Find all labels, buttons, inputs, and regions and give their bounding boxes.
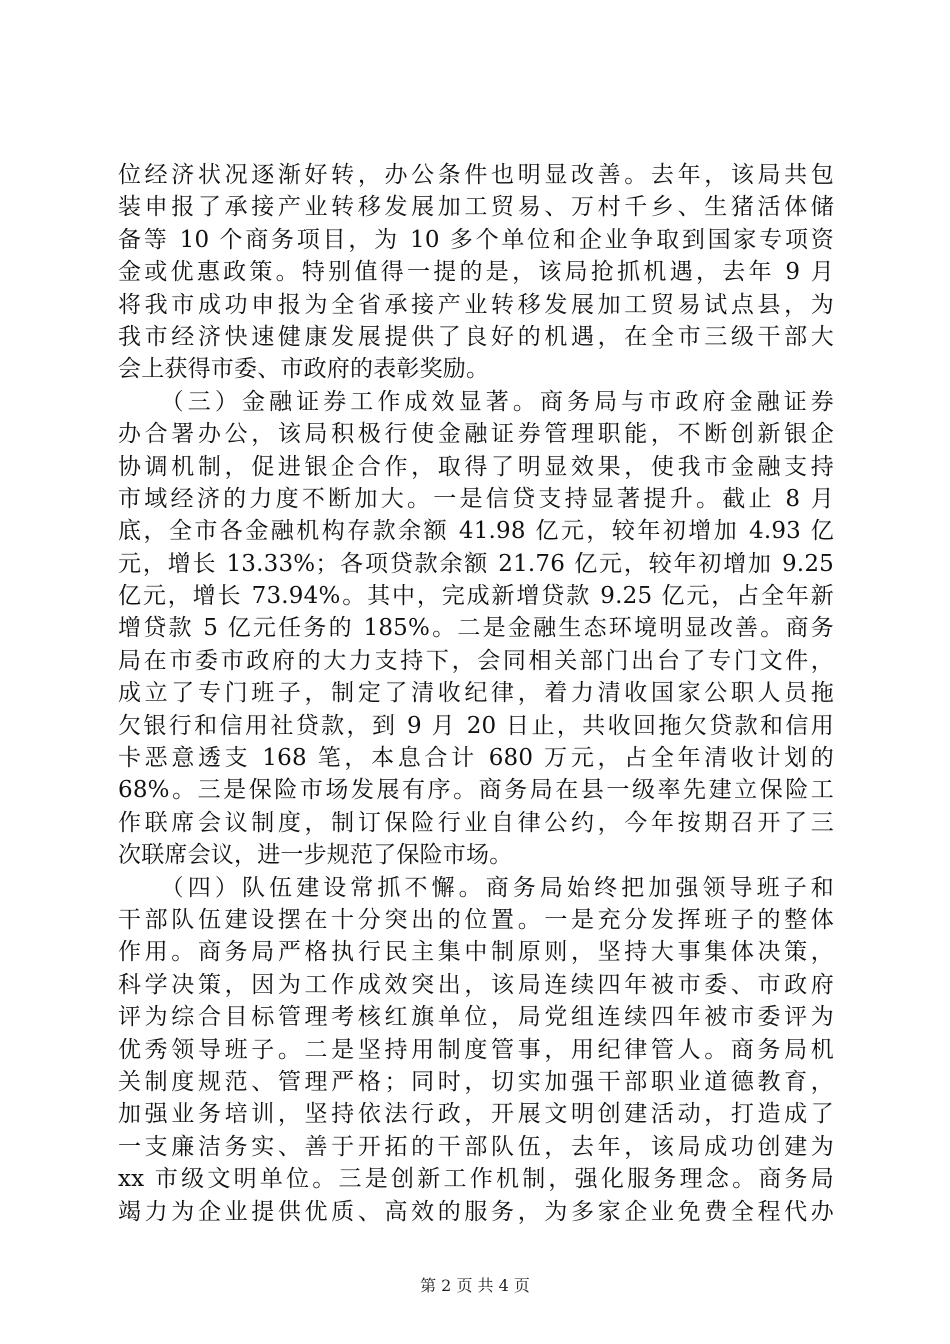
text-line: （四）队伍建设常抓不懈。商务局始终把加强领导班子和 <box>118 874 834 901</box>
text-line: 办合署办公，该局积极行使金融证券管理职能，不断创新银企 <box>118 421 834 448</box>
page-number-footer: 第 2 页 共 4 页 <box>420 1276 530 1295</box>
text-line: 一支廉洁务实、善于开拓的干部队伍，去年，该局成功创建为 <box>118 1133 834 1160</box>
text-line: 作联席会议制度，制订保险行业自律公约，今年按期召开了三 <box>118 809 834 836</box>
text-line: 协调机制，促进银企合作，取得了明显效果，使我市金融支持 <box>118 453 834 480</box>
text-line: （三）金融证券工作成效显著。商务局与市政府金融证券 <box>118 388 834 415</box>
text-line: 次联席会议，进一步规范了保险市场。 <box>118 842 513 869</box>
text-line: 金或优惠政策。特别值得一提的是，该局抢抓机遇，去年 9 月 <box>118 259 834 286</box>
text-line: 作用。商务局严格执行民主集中制原则，坚持大事集体决策， <box>118 939 834 966</box>
text-line: 我市经济快速健康发展提供了良好的机遇，在全市三级干部大 <box>118 323 834 350</box>
text-line: 科学决策，因为工作成效突出，该局连续四年被市委、市政府 <box>118 971 834 998</box>
text-line: 位经济状况逐渐好转，办公条件也明显改善。去年，该局共包 <box>118 162 834 188</box>
text-line: 会上获得市委、市政府的表彰奖励。 <box>118 356 490 383</box>
text-line: 评为综合目标管理考核红旗单位，局党组连续四年被市委评为 <box>118 1004 834 1031</box>
text-line: 装申报了承接产业转移发展加工贸易、万村千乡、生猪活体储 <box>118 194 834 221</box>
text-line: 增贷款 5 亿元任务的 185%。二是金融生态环境明显改善。商务 <box>118 615 834 642</box>
text-line: 亿元，增长 73.94%。其中，完成新增贷款 9.25 亿元，占全年新 <box>118 583 834 610</box>
text-line: 加强业务培训，坚持依法行政，开展文明创建活动，打造成了 <box>118 1101 834 1128</box>
text-line: 将我市成功申报为全省承接产业转移发展加工贸易试点县，为 <box>118 291 834 318</box>
text-line: 干部队伍建设摆在十分突出的位置。一是充分发挥班子的整体 <box>118 906 834 933</box>
text-line: 卡恶意透支 168 笔，本息合计 680 万元，占全年清收计划的 <box>118 745 834 772</box>
text-line: 底，全市各金融机构存款余额 41.98 亿元，较年初增加 4.93 亿 <box>118 518 834 545</box>
text-line: 优秀领导班子。二是坚持用制度管事，用纪律管人。商务局机 <box>118 1036 834 1063</box>
text-line: 元，增长 13.33%；各项贷款余额 21.76 亿元，较年初增加 9.25 <box>118 550 834 577</box>
text-line: 欠银行和信用社贷款，到 9 月 20 日止，共收回拖欠贷款和信用 <box>118 712 834 739</box>
text-line: 成立了专门班子，制定了清收纪律，着力清收国家公职人员拖 <box>118 680 834 707</box>
text-line: 68%。三是保险市场发展有序。商务局在县一级率先建立保险工 <box>118 777 834 804</box>
text-line: 关制度规范、管理严格；同时，切实加强干部职业道德教育， <box>118 1068 834 1095</box>
text-line: 竭力为企业提供优质、高效的服务，为多家企业免费全程代办 <box>118 1198 834 1225</box>
text-line: 备等 10 个商务项目，为 10 多个单位和企业争取到国家专项资 <box>118 226 834 253</box>
body-text <box>118 159 834 1228</box>
text-line: xx 市级文明单位。三是创新工作机制，强化服务理念。商务局 <box>118 1166 834 1193</box>
text-line: 市域经济的力度不断加大。一是信贷支持显著提升。截止 8 月 <box>118 485 834 512</box>
text-line: 局在市委市政府的大力支持下，会同相关部门出台了专门文件， <box>118 647 834 674</box>
